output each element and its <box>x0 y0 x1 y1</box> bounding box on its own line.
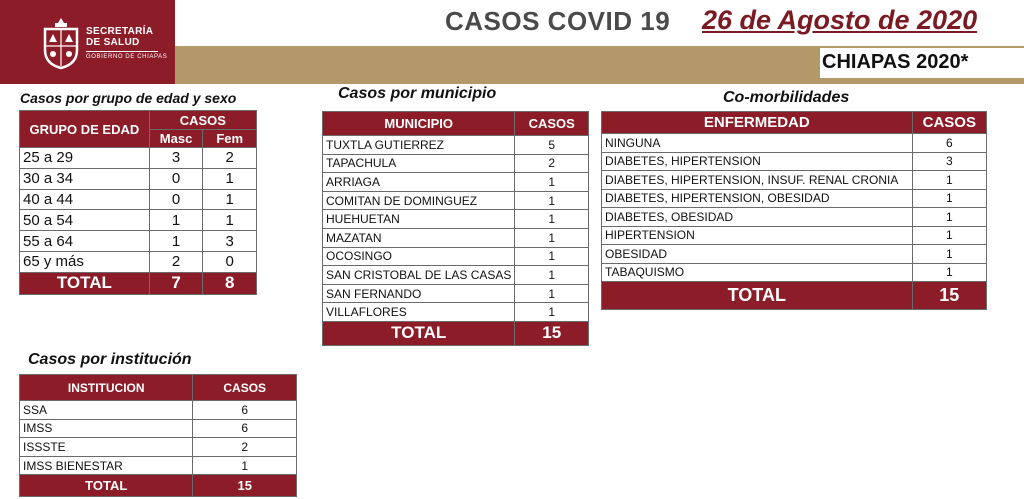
institucion-section-title: Casos por institución <box>28 351 192 368</box>
comorbilidad-casos: 1 <box>912 263 986 282</box>
edad-group: 55 a 64 <box>20 231 150 252</box>
table-row <box>20 210 257 231</box>
municipio-name: TUXTLA GUTIERREZ <box>323 136 515 155</box>
municipio-name: MAZATAN <box>323 228 515 247</box>
municipio-total-value: 15 <box>515 321 589 345</box>
table-row <box>20 168 257 189</box>
municipio-casos: 1 <box>515 266 589 285</box>
edad-masc: 3 <box>149 148 203 169</box>
comorbilidad-casos: 1 <box>912 226 986 245</box>
municipio-name: SAN FERNANDO <box>323 284 515 303</box>
table-row <box>602 226 987 245</box>
edad-table <box>19 110 257 295</box>
comorbilidades-table <box>601 111 987 310</box>
table-row <box>323 247 589 266</box>
table-row <box>323 136 589 155</box>
comorbilidad-casos: 1 <box>912 189 986 208</box>
table-row <box>20 438 297 457</box>
logo-divider <box>86 51 158 52</box>
edad-total-fem: 8 <box>203 272 257 294</box>
table-row <box>20 419 297 438</box>
comorbilidad-casos: 1 <box>912 208 986 227</box>
municipio-col-name: MUNICIPIO <box>323 112 515 136</box>
municipio-total-row <box>323 321 589 345</box>
table-row <box>602 189 987 208</box>
org-line2: DE SALUD <box>86 37 140 48</box>
page-title: CASOS COVID 19 <box>445 6 671 36</box>
edad-section-title: Casos por grupo de edad y sexo <box>20 90 237 106</box>
edad-fem: 2 <box>203 148 257 169</box>
table-row <box>323 210 589 229</box>
comorbilidad-name: DIABETES, OBESIDAD <box>602 208 913 227</box>
municipio-name: TAPACHULA <box>323 154 515 173</box>
comorbilidad-name: TABAQUISMO <box>602 263 913 282</box>
institucion-total-row <box>20 475 297 497</box>
municipio-casos: 1 <box>515 228 589 247</box>
municipio-casos: 1 <box>515 173 589 192</box>
comorbilidades-col-casos: CASOS <box>912 112 986 134</box>
comorbilidad-casos: 6 <box>912 134 986 153</box>
municipio-casos: 1 <box>515 303 589 322</box>
table-row <box>602 245 987 264</box>
org-line1: SECRETARÍA <box>86 26 154 37</box>
table-row <box>602 263 987 282</box>
table-row <box>323 154 589 173</box>
org-line3: GOBIERNO DE CHIAPAS <box>86 54 168 60</box>
table-row <box>602 171 987 190</box>
table-row <box>602 152 987 171</box>
edad-group: 30 a 34 <box>20 168 150 189</box>
municipio-casos: 2 <box>515 154 589 173</box>
table-row <box>20 148 257 169</box>
institucion-col-casos: CASOS <box>193 375 297 401</box>
institucion-total-label: TOTAL <box>20 475 193 497</box>
comorbilidades-total-row <box>602 282 987 310</box>
municipio-table <box>322 111 589 346</box>
municipio-name: VILLAFLORES <box>323 303 515 322</box>
institucion-name: SSA <box>20 401 193 420</box>
state-label: CHIAPAS 2020* <box>822 51 969 73</box>
comorbilidad-name: DIABETES, HIPERTENSION, OBESIDAD <box>602 189 913 208</box>
table-row <box>323 173 589 192</box>
table-row <box>602 134 987 153</box>
institucion-name: IMSS BIENESTAR <box>20 456 193 475</box>
edad-masc: 2 <box>149 251 203 272</box>
edad-masc: 1 <box>149 210 203 231</box>
municipio-casos: 1 <box>515 284 589 303</box>
edad-fem: 0 <box>203 251 257 272</box>
comorbilidades-total-value: 15 <box>912 282 986 310</box>
municipio-col-casos: CASOS <box>515 112 589 136</box>
institucion-name: ISSSTE <box>20 438 193 457</box>
comorbilidad-name: DIABETES, HIPERTENSION, INSUF. RENAL CRONIA <box>602 171 913 190</box>
edad-masc: 0 <box>149 168 203 189</box>
institucion-table <box>19 374 297 497</box>
comorbilidad-name: DIABETES, HIPERTENSION <box>602 152 913 171</box>
municipio-name: COMITAN DE DOMINGUEZ <box>323 191 515 210</box>
table-row <box>602 208 987 227</box>
municipio-name: SAN CRISTOBAL DE LAS CASAS <box>323 266 515 285</box>
edad-col-fem: Fem <box>203 130 257 148</box>
institucion-casos: 1 <box>193 456 297 475</box>
institucion-name: IMSS <box>20 419 193 438</box>
edad-col-group: GRUPO DE EDAD <box>20 111 150 148</box>
coat-of-arms-icon <box>42 16 80 70</box>
comorbilidad-casos: 3 <box>912 152 986 171</box>
municipio-name: OCOSINGO <box>323 247 515 266</box>
comorbilidad-name: OBESIDAD <box>602 245 913 264</box>
table-row <box>323 228 589 247</box>
municipio-casos: 1 <box>515 191 589 210</box>
edad-masc: 0 <box>149 189 203 210</box>
comorbilidad-casos: 1 <box>912 245 986 264</box>
institucion-casos: 2 <box>193 438 297 457</box>
comorbilidades-total-label: TOTAL <box>602 282 913 310</box>
municipio-total-label: TOTAL <box>323 321 515 345</box>
edad-fem: 3 <box>203 231 257 252</box>
municipio-casos: 5 <box>515 136 589 155</box>
comorbilidades-col-enf: ENFERMEDAD <box>602 112 913 134</box>
edad-group: 25 a 29 <box>20 148 150 169</box>
edad-masc: 1 <box>149 231 203 252</box>
table-row <box>323 266 589 285</box>
edad-fem: 1 <box>203 210 257 231</box>
edad-group: 50 a 54 <box>20 210 150 231</box>
edad-group: 65 y más <box>20 251 150 272</box>
table-row <box>20 456 297 475</box>
municipio-casos: 1 <box>515 210 589 229</box>
comorbilidad-casos: 1 <box>912 171 986 190</box>
institucion-total-value: 15 <box>193 475 297 497</box>
comorbilidades-section-title: Co-morbilidades <box>723 89 850 106</box>
table-row <box>323 303 589 322</box>
org-logo-text <box>86 26 167 60</box>
edad-fem: 1 <box>203 189 257 210</box>
edad-fem: 1 <box>203 168 257 189</box>
edad-total-masc: 7 <box>149 272 203 294</box>
comorbilidad-name: NINGUNA <box>602 134 913 153</box>
municipio-casos: 1 <box>515 247 589 266</box>
table-row <box>20 231 257 252</box>
table-row <box>20 401 297 420</box>
edad-total-label: TOTAL <box>20 272 150 294</box>
institucion-col-name: INSTITUCION <box>20 375 193 401</box>
municipio-name: ARRIAGA <box>323 173 515 192</box>
edad-group: 40 a 44 <box>20 189 150 210</box>
table-row <box>20 251 257 272</box>
comorbilidad-name: HIPERTENSION <box>602 226 913 245</box>
institucion-casos: 6 <box>193 401 297 420</box>
edad-total-row <box>20 272 257 294</box>
edad-col-masc: Masc <box>149 130 203 148</box>
municipio-name: HUEHUETAN <box>323 210 515 229</box>
institucion-casos: 6 <box>193 419 297 438</box>
table-row <box>20 189 257 210</box>
municipio-section-title: Casos por municipio <box>338 85 497 102</box>
table-row <box>323 191 589 210</box>
table-row <box>323 284 589 303</box>
report-date: 26 de Agosto de 2020 <box>702 5 978 35</box>
edad-col-casos: CASOS <box>149 111 256 130</box>
